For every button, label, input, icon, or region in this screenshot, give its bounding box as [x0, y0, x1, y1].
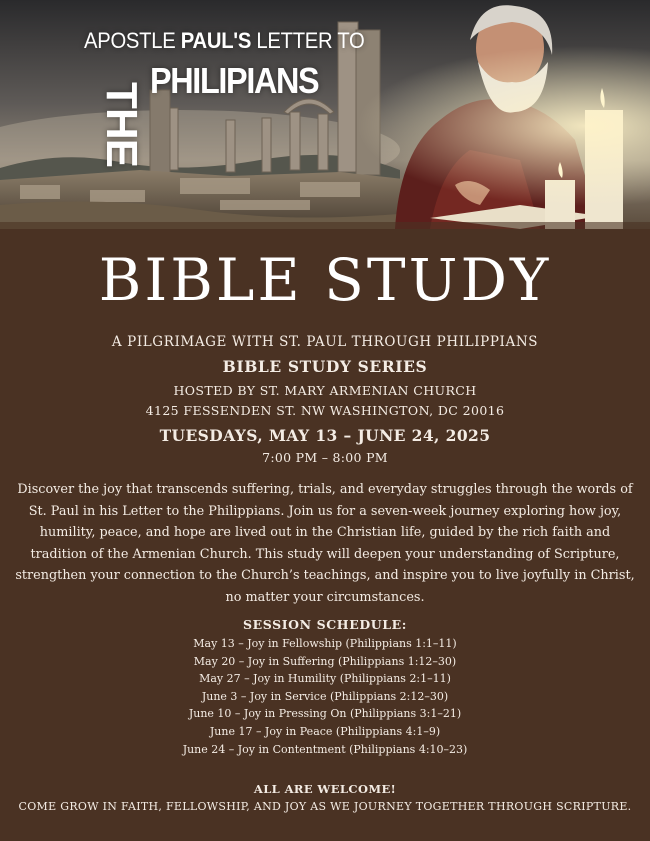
description: Discover the joy that transcends suffering, trials, and everyday struggles through the words of St. Paul in his Letter to the Philippians. Join us for a seven-week journey exploring how joy, humility, peace, and hope are lived out in the Christian life, guided by the rich faith and tradition of the Armenian Church. This study will deepen your understanding of Scripture, strengthen your connection to the Church’s teachings, and inspire you to live joyfully in Christ, no matter your circumstances. — [15, 482, 635, 605]
session-item: June 3 – Joy in Service (Philippians 2:12–30) — [201, 689, 449, 703]
banner-word-letter-to: LETTER TO — [256, 28, 365, 53]
session-item: May 20 – Joy in Suffering (Philippians 1:12–30) — [193, 654, 457, 668]
banner-title-line1 — [84, 28, 365, 54]
session-item: May 27 – Joy in Humility (Philippians 2:1–11) — [199, 672, 451, 686]
banner-word-philippians: PHILIPIANS — [150, 60, 319, 101]
banner-image — [0, 0, 650, 229]
closing-line: COME GROW IN FAITH, FELLOWSHIP, AND JOY AS WE JOURNEY TOGETHER THROUGH SCRIPTURE. — [18, 800, 632, 813]
banner-title — [84, 28, 365, 167]
dates-line: TUESDAYS, MAY 13 – JUNE 24, 2025 — [159, 426, 491, 445]
address-line: 4125 FESSENDEN ST. NW WASHINGTON, DC 20016 — [145, 403, 505, 418]
session-item: June 10 – Joy in Pressing On (Philippians 3:1–21) — [188, 707, 462, 721]
session-item: May 13 – Joy in Fellowship (Philippians 1:1–11) — [193, 637, 457, 650]
schedule-heading: SESSION SCHEDULE: — [242, 617, 408, 632]
host-line: HOSTED BY ST. MARY ARMENIAN CHURCH — [173, 383, 477, 398]
welcome-line: ALL ARE WELCOME! — [253, 782, 397, 796]
times-line: 7:00 PM – 8:00 PM — [262, 450, 388, 465]
subtitle: A PILGRIMAGE WITH ST. PAUL THROUGH PHILIPPIANS — [111, 334, 539, 350]
session-schedule — [0, 635, 650, 758]
page-title: BIBLE STUDY — [98, 246, 552, 314]
session-item: June 24 – Joy in Contentment (Philippians 4:10–23) — [182, 742, 468, 756]
banner-word-pauls: PAUL'S — [180, 28, 252, 53]
banner-word-apostle: APOSTLE — [84, 28, 176, 53]
series-title: BIBLE STUDY SERIES — [222, 357, 428, 376]
banner-word-the: THE — [97, 82, 146, 167]
session-item: June 17 – Joy in Peace (Philippians 4:1–9) — [209, 724, 441, 738]
